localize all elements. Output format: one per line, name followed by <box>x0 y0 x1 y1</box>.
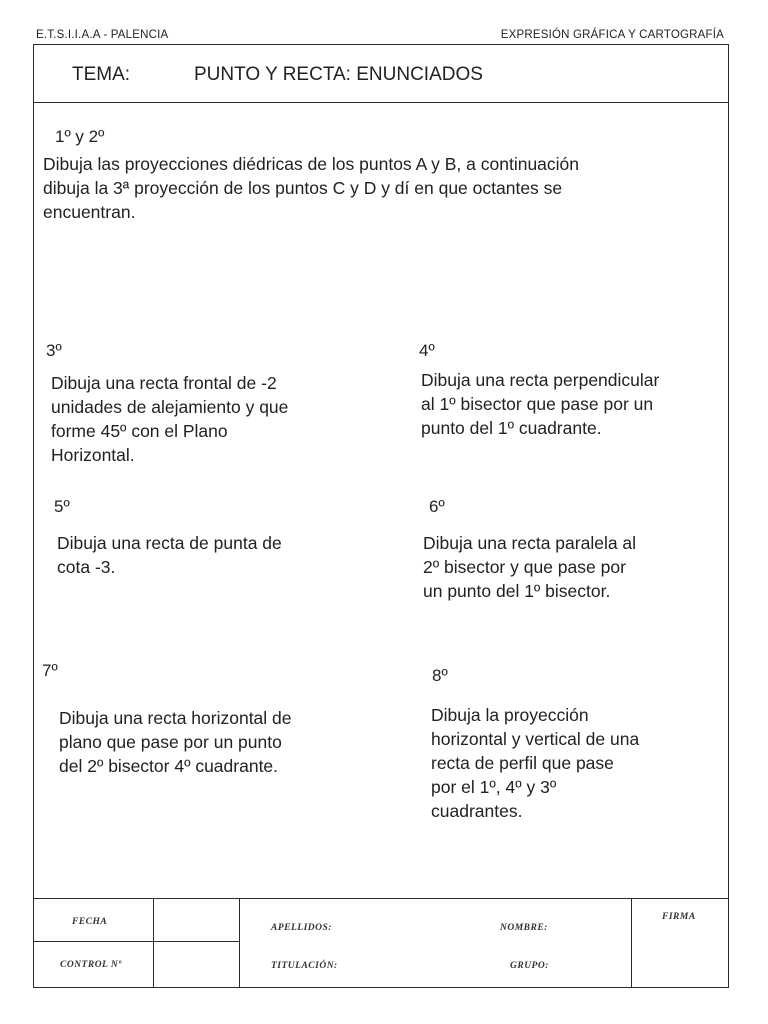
footer-divider <box>631 899 632 987</box>
text-line: del 2º bisector 4º cuadrante. <box>59 756 279 776</box>
titulacion-label: TITULACIÓN: <box>271 961 338 971</box>
text-line: encuentran. <box>43 202 136 222</box>
text-line: Horizontal. <box>51 445 135 465</box>
text-line: Dibuja las proyecciones diédricas de los puntos A y B, a continuación <box>43 154 580 174</box>
text-line: Dibuja una recta frontal de -2 <box>51 373 277 393</box>
exercise-6-text <box>423 531 636 603</box>
control-label: CONTROL Nº <box>60 960 122 970</box>
exercise-3-number: 3º <box>46 341 62 360</box>
footer-grid <box>34 898 728 987</box>
text-line: punto del 1º cuadrante. <box>421 418 602 438</box>
text-line: Dibuja una recta de punta de <box>57 533 282 553</box>
text-line: recta de perfil que pase <box>431 753 614 773</box>
header-department: EXPRESIÓN GRÁFICA Y CARTOGRAFÍA <box>500 29 724 41</box>
text-line: forme 45º con el Plano <box>51 421 228 441</box>
exercise-7-number: 7º <box>42 661 58 680</box>
text-line: plano que pase por un punto <box>59 732 282 752</box>
exercise-8-number: 8º <box>432 666 448 685</box>
fecha-label: FECHA <box>72 917 108 927</box>
exercise-1-2-number: 1º y 2º <box>55 127 105 146</box>
exercise-6-number: 6º <box>429 497 445 516</box>
footer-divider <box>34 941 239 942</box>
tema-row <box>34 45 728 103</box>
footer-divider <box>153 899 154 987</box>
exercise-5-number: 5º <box>54 497 70 516</box>
apellidos-label: APELLIDOS: <box>271 923 332 933</box>
firma-label: FIRMA <box>662 912 696 922</box>
text-line: Dibuja una recta perpendicular <box>421 370 660 390</box>
text-line: por el 1º, 4º y 3º <box>431 777 557 797</box>
text-line: Dibuja una recta paralela al <box>423 533 637 553</box>
exercise-7-text <box>59 706 292 778</box>
worksheet-frame <box>33 44 729 988</box>
tema-label: TEMA: <box>72 64 131 85</box>
exercise-8-text <box>431 703 639 823</box>
text-line: cuadrantes. <box>431 801 523 821</box>
exercise-4-number: 4º <box>419 341 435 360</box>
exercise-5-text <box>57 531 282 579</box>
grupo-label: GRUPO: <box>510 961 549 971</box>
text-line: 2º bisector y que pase por <box>423 557 626 577</box>
exercise-1-2-text <box>43 152 579 224</box>
text-line: horizontal y vertical de una <box>431 729 640 749</box>
nombre-label: NOMBRE: <box>500 923 548 933</box>
footer-divider <box>239 899 240 987</box>
text-line: Dibuja la proyección <box>431 705 589 725</box>
tema-title: PUNTO Y RECTA: ENUNCIADOS <box>194 64 483 85</box>
exercise-4-text <box>421 368 659 440</box>
text-line: un punto del 1º bisector. <box>423 581 611 601</box>
header-school: E.T.S.I.I.A.A - PALENCIA <box>36 29 169 41</box>
text-line: unidades de alejamiento y que <box>51 397 289 417</box>
text-line: al 1º bisector que pase por un <box>421 394 654 414</box>
text-line: dibuja la 3ª proyección de los puntos C y D y dí en que octantes se <box>43 178 563 198</box>
text-line: Dibuja una recta horizontal de <box>59 708 292 728</box>
exercise-3-text <box>51 371 288 467</box>
text-line: cota -3. <box>57 557 116 577</box>
